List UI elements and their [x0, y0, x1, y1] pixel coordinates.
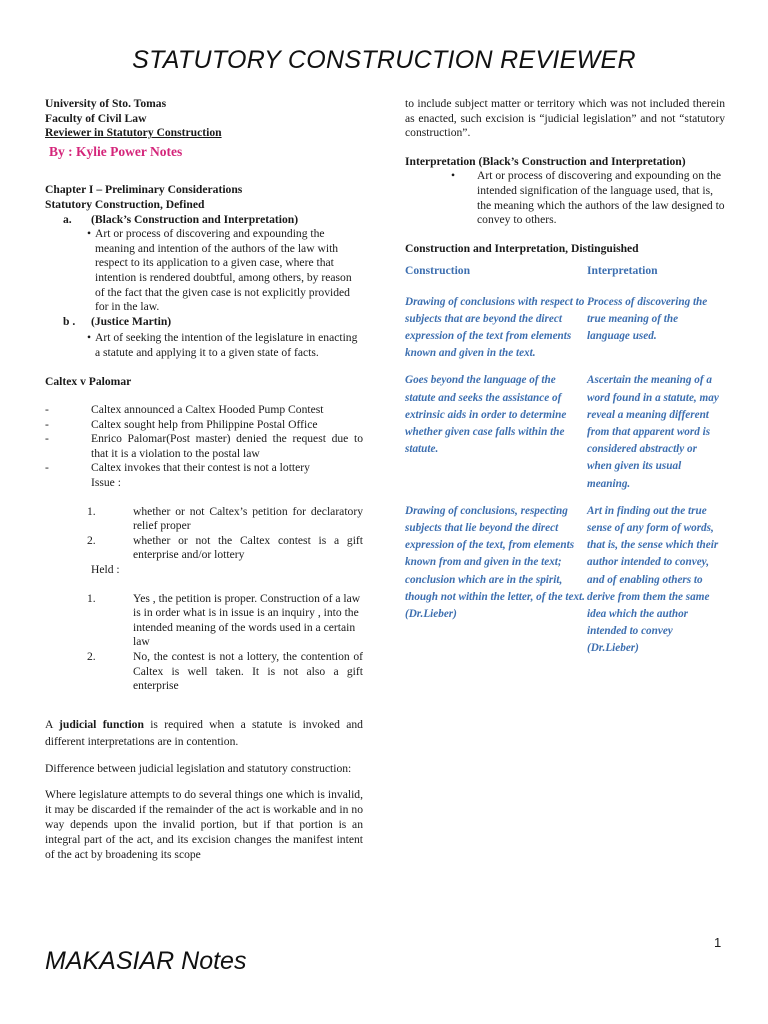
case-fact: - Caltex announced a Caltex Hooded Pump Contest [45, 403, 324, 417]
distinguished-heading: Construction and Interpretation, Distinguished [405, 241, 639, 255]
definition-b-heading [45, 315, 363, 330]
list-number: 1. [87, 591, 96, 605]
definition-a-text: Art or process of discovering and expounding the meaning and intention of the authors of the law with respect to its application to a given case, where that intention is rendered doubtful, among others, by reason of the fact that the given case is not explicitly provided for in the law. [95, 227, 352, 314]
definition-b-bullet [45, 331, 363, 360]
judicial-function-term: judicial function [59, 717, 144, 731]
issue-item: 2. whether or not the Caltex contest is a gift enterprise and/or lottery [87, 533, 363, 562]
faculty-name: Faculty of Civil Law [45, 111, 147, 125]
table-row [405, 372, 725, 502]
table-row [405, 503, 725, 668]
right-column [405, 97, 725, 668]
definition-a-title: (Black’s Construction and Interpretation) [91, 212, 299, 226]
page-number: 1 [714, 935, 722, 950]
case-fact: - Caltex invokes that their contest is not a lottery [45, 461, 310, 475]
case-fact: - Caltex sought help from Philippine Postal Office [45, 417, 318, 431]
bullet-icon: • [87, 227, 92, 241]
interpretation-column-header: Interpretation [587, 264, 658, 278]
list-number: 2. [87, 533, 96, 547]
bullet-icon: • [87, 331, 92, 345]
footer-title: MAKASIAR Notes [45, 947, 247, 975]
judicial-legislation-continuation: to include subject matter or territory which was not included therein as enacted, such excision is “judicial legislation” and not “statutory construction”. [405, 97, 725, 140]
dash-icon: - [45, 403, 49, 417]
interpretation-text: Art or process of discovering and expounding on the intended signification of the language used, that is, the meaning which the authors of the law designed to convey to others. [477, 169, 725, 227]
university-name: University of Sto. Tomas [45, 97, 167, 110]
bullet-icon: • [451, 169, 456, 183]
construction-interpretation-table [405, 262, 725, 667]
held-item: 2. No, the contest is not a lottery, the contention of Caltex is well taken. It is not also a gift enterprise [87, 650, 363, 693]
chapter-heading: Chapter I – Preliminary Considerations [45, 183, 243, 197]
definition-a-heading [45, 213, 363, 228]
construction-cell: Drawing of conclusions with respect to subjects that are beyond the direct expression of the text from elements known and given in the text. [405, 295, 585, 360]
list-number: 2. [87, 650, 96, 663]
interpretation-heading: Interpretation (Black’s Construction and Interpretation) [405, 154, 686, 168]
definition-a-label: a. [63, 212, 72, 226]
construction-column-header: Construction [405, 264, 471, 278]
definition-b-text: Art of seeking the intention of the legislature in enacting a statute and applying it to a given state of facts. [95, 331, 358, 359]
page-title: STATUTORY CONSTRUCTION REVIEWER [132, 46, 636, 74]
left-column [45, 97, 363, 862]
interpretation-cell: Ascertain the meaning of a word found in a statute, may reveal a meaning different from that apparent word is considered abstractly or when given its usual meaning. [587, 374, 719, 490]
chapter-subheading: Statutory Construction, Defined [45, 197, 205, 211]
case-title: Caltex v Palomar [45, 374, 132, 388]
definition-b-title: (Justice Martin) [91, 314, 172, 328]
interpretation-cell: Process of discovering the true meaning of the language used. [587, 295, 708, 342]
interpretation-bullet [405, 169, 725, 227]
difference-paragraph: Difference between judicial legislation and statutory construction: [45, 761, 352, 775]
construction-cell: Goes beyond the language of the statute and seeks the assistance of extrinsic aids in order to determine whether given case falls within the statute. [405, 374, 567, 456]
issue-item: 1. whether or not Caltex’s petition for declaratory relief proper [87, 504, 363, 533]
held-label: Held : [91, 563, 120, 577]
judicial-legislation-paragraph: Where legislature attempts to do several things one which is invalid, it may be discarded if the remainder of the act is workable and in no way depends upon the invalid portion, but if that portion is an integral part of the act, and its excision changes the manifest intent of the act by broadening its scope [45, 787, 363, 861]
definition-b-label: b . [63, 314, 76, 328]
dash-icon: - [45, 432, 49, 446]
dash-icon: - [45, 461, 49, 475]
dash-icon: - [45, 417, 49, 431]
construction-cell: Drawing of conclusions, respecting subjects that lie beyond the direct expression of the text, from elements known from and given in the text; conclusion which are in the spirit, though not within the letter, of the text. (Dr.Lieber) [405, 504, 585, 620]
case-fact: - Enrico Palomar(Post master) denied the request due to that it is a violation to the postal law [45, 432, 363, 460]
held-item: 1. Yes , the petition is proper. Construction of a law is in order what is in issue is an inquiry , into the intended meaning of the words used in a certain law [87, 591, 361, 649]
reviewer-title: Reviewer in Statutory Construction [45, 126, 222, 140]
table-row [405, 294, 725, 373]
list-number: 1. [87, 504, 96, 518]
table-header-row [405, 262, 725, 293]
author-byline: By : Kylie Power Notes [49, 143, 183, 159]
judicial-function-paragraph: A judicial function is required when a statute is invoked and different interpretations are in contention. [45, 717, 363, 748]
definition-a-bullet [45, 227, 363, 315]
issue-label: Issue : [91, 476, 121, 490]
interpretation-cell: Art in finding out the true sense of any form of words, that is, the sense which their author intended to convey, and of enabling others to derive from them the same idea which the author intended to convey (Dr.Lieber) [587, 504, 719, 655]
